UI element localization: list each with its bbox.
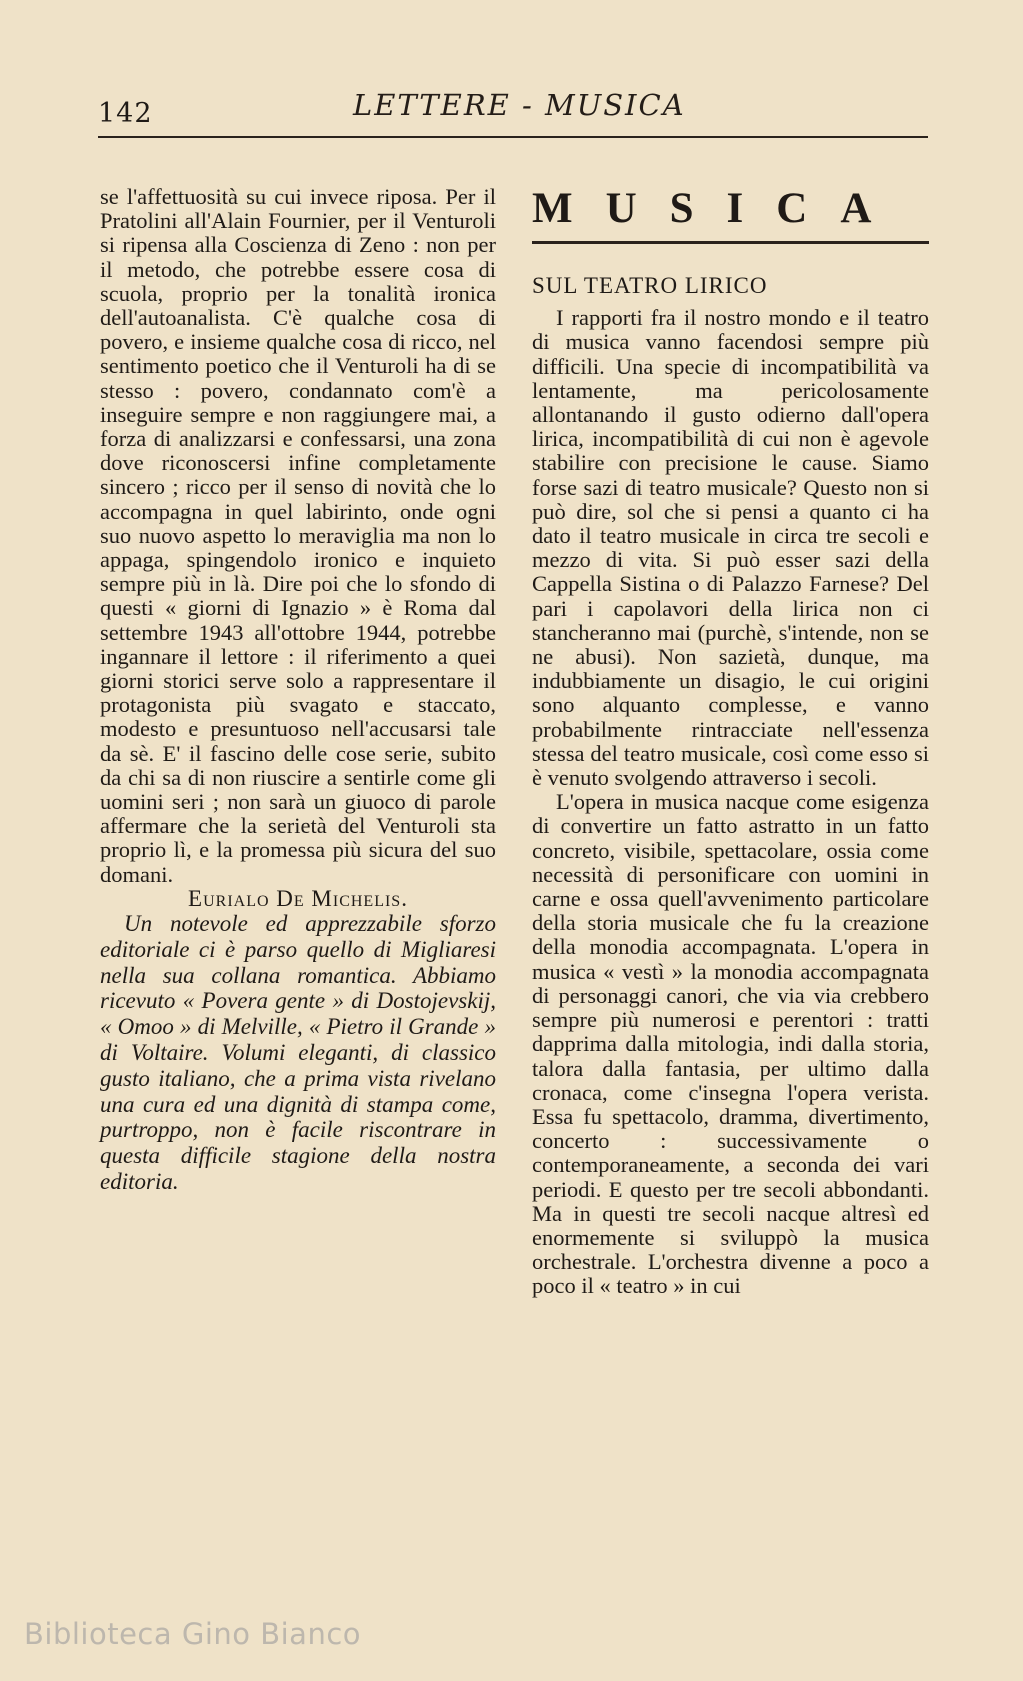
article-paragraph-2: L'opera in musica nacque come esigenza di convertire un fatto astratto in un fatto concreto, visibile, spettacolare, ossia come necessità di personificare con uomini in carne e ossa quell'avvenimento particolare della storia musicale che fu la creazione della monodia accompagnata. L'opera in musica « vestì » la monodia accompagnata di personaggi canori, che via via crebbero sempre più numerosi e perentori : tratti dapprima dalla mitologia, indi dalla storia, talora dalla fantasia, per ultimo dalla cronaca, come c'insegna l'opera verista. Essa fu spettacolo, dramma, divertimento, concerto : successivamente o contemporaneamente, a seconda dei vari periodi. E questo per tre secoli abbondanti. Ma in questi tre secoli nacque altresì ed enormemente si sviluppò la musica orchestrale. L'orchestra divenne a poco a poco il « teatro » in cui: [532, 789, 929, 1299]
right-column: [532, 185, 929, 1299]
left-column: [100, 185, 496, 1195]
article-heading: SUL TEATRO LIRICO: [532, 273, 768, 298]
page-header: [98, 84, 928, 136]
author-signature: Eurialo De Michelis.: [188, 885, 408, 911]
article-paragraph-1: I rapporti fra il nostro mondo e il teatro di musica vanno facendosi sempre più difficili. Una specie di incompatibilità va lentamente, ma pericolosamente allontanando il gusto odierno dall'opera lirica, incompatibilità di cui non è agevole stabilire con precisione le cause. Siamo forse sazi di teatro musicale? Questo non si può dire, sol che si pensi a quanto ci ha dato il teatro musicale in circa tre secoli e mezzo di vita. Si può esser sazi della Cappella Sistina o di Palazzo Farnese? Del pari i capolavori della lirica non ci stancheranno mai (purchè, s'intende, non se ne abusi). Non sazietà, dunque, ma indubbiamente un disagio, le cui origini sono alquanto complesse, e vanno probabilmente rintracciate nell'essenza stessa del teatro musicale, così come esso si è venuto svolgendo attraverso i secoli.: [532, 305, 929, 791]
running-title: LETTERE - MUSICA: [353, 88, 686, 122]
review-continuation-paragraph: se l'affettuosità su cui invece riposa. Per il Pratolini all'Alain Fournier, per il Venturoli si ripensa alla Coscienza di Zeno : non per il metodo, che potrebbe essere cosa di scuola, proprio per la tonalità ironica dell'autoanalista. C'è qualche cosa di povero, e insieme qualche cosa di ricco, nel sentimento poetico che il Venturoli ha di se stesso : povero, condannato com'è a inseguire sempre e non raggiungere mai, a forza di analizzarsi e confessarsi, una zona dove riconoscersi infine completamente sincero ; ricco per il senso di novità che lo accompagna in quel labirinto, onde ogni suo nuovo aspetto lo meraviglia ma non lo appaga, spingendolo ironico e inquieto sempre più in là. Dire poi che lo sfondo di questi « giorni di Ignazio » è Roma dal settembre 1943 all'ottobre 1944, potrebbe ingannare il lettore : il riferimento a quei giorni storici serve solo a rappresentare il protagonista più svagato e staccato, modesto e presuntuoso nell'accusarsi tale da sè. E' il fascino delle cose serie, subito da chi sa di non riuscire a sentirle come gli uomini seri ; non sarà un giuoco di parole affermare che la serietà del Venturoli sta proprio lì, e la promessa più sicura del suo domani.: [100, 184, 496, 887]
book-review-note: Un notevole ed apprezzabile sforzo editoriale ci è parso quello di Migliaresi nella sua collana romantica. Abbiamo ricevuto « Povera gente » di Dostojevskij, « Omoo » di Melville, « Pietro il Grande » di Voltaire. Volumi eleganti, di classico gusto italiano, che a prima vista rivelano una cura ed una dignità di stampa come, purtroppo, non è facile riscontrare in questa difficile stagione della nostra editoria.: [100, 911, 496, 1195]
library-watermark: Biblioteca Gino Bianco: [24, 1617, 362, 1651]
page-number: 142: [98, 98, 153, 129]
section-title: MUSICA: [532, 185, 905, 232]
section-title-rule: [532, 241, 929, 244]
header-divider: [98, 136, 928, 138]
